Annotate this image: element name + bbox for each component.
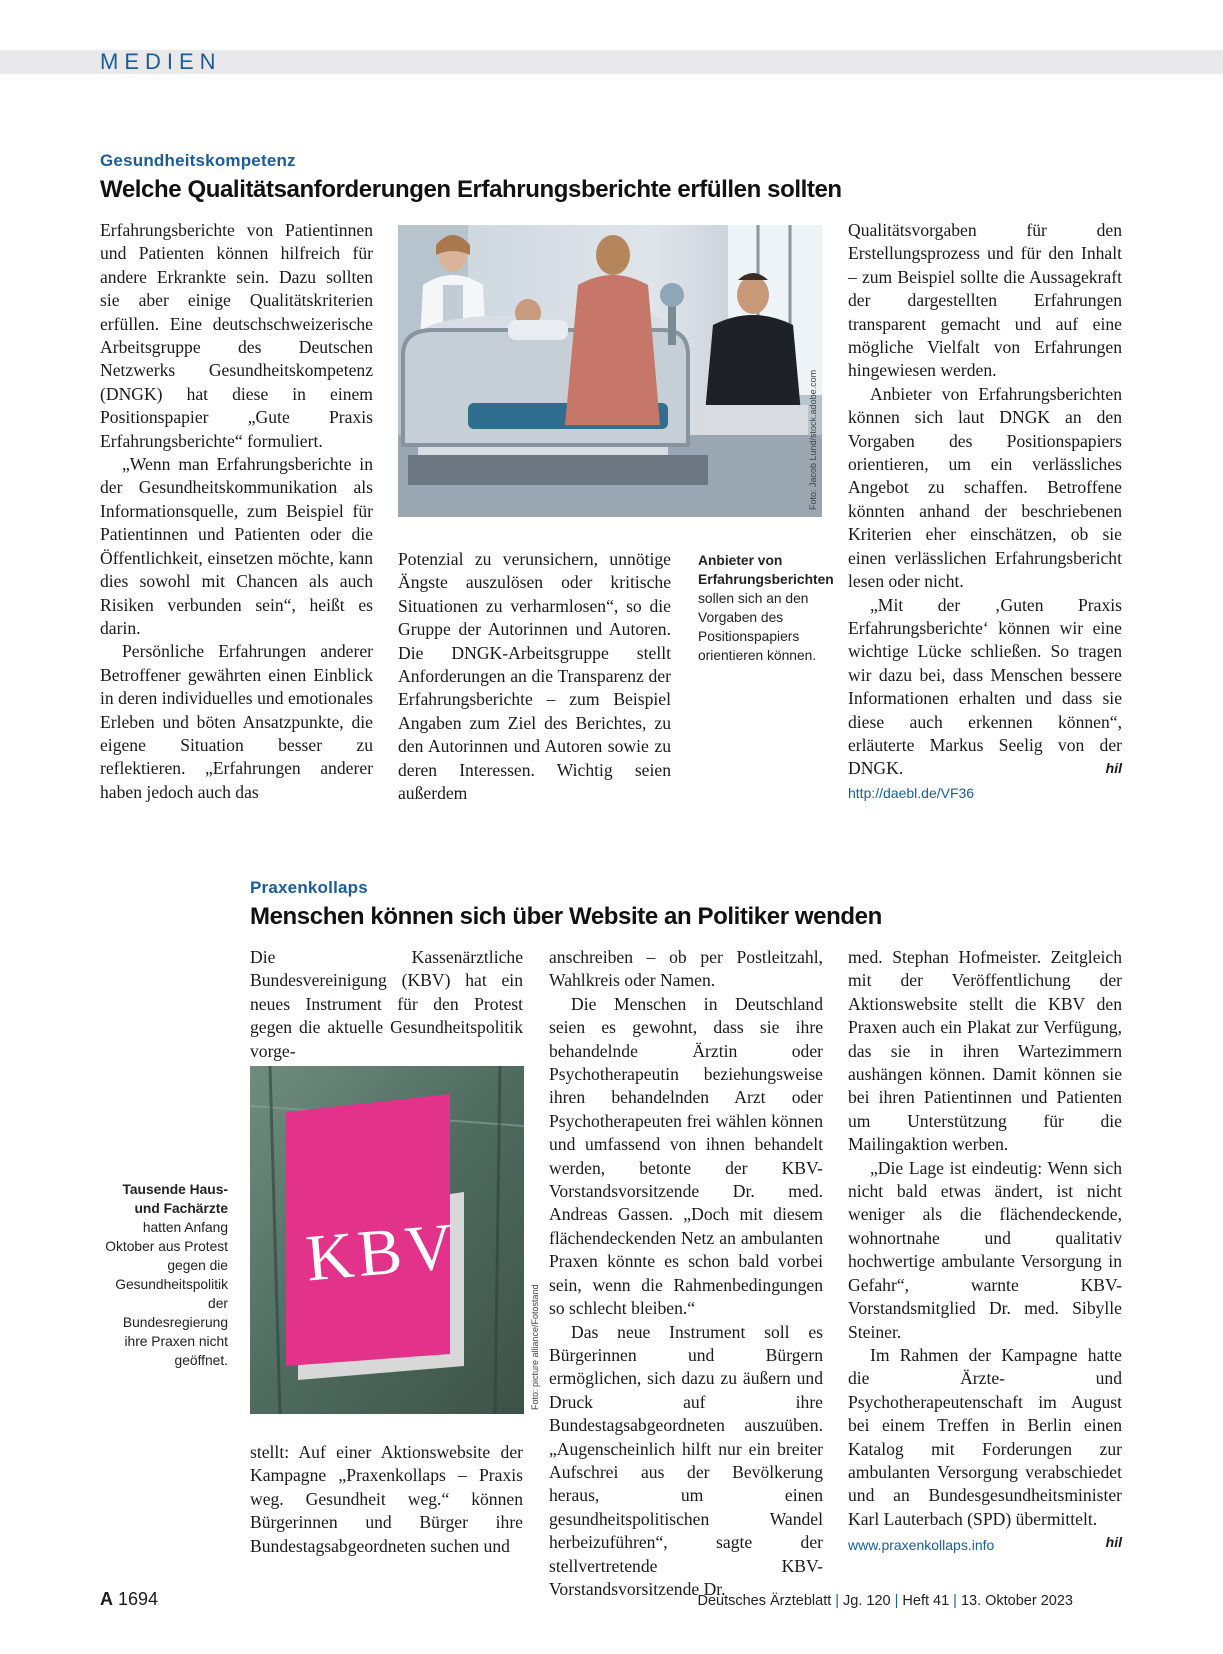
article1-kicker: Gesundheitskompetenz [100,151,296,170]
photo-credit: Foto: Jacob Lund/stock.adobe.com [808,369,818,510]
paragraph-text: Im Rahmen der Kampagne hatte die Ärzte- und Psychotherapeutenschaft im August bei einem Treffen in Berlin einen Katalog mit Forderungen zur ambulanten Versorgung verabschiedet und an Bundesgesundheitsminister Karl Lauterbach (SPD) übermittelt. [848,1344,1122,1529]
article2-column-2 [549,946,823,1601]
paragraph: Die Menschen in Deutschland seien es gewohnt, dass sie ihre behandelnde Ärztin oder Psychotherapeutin beziehungsweise ihren behandelnden Arzt oder Psychotherapeuten frei wählen können und umfassend von ihnen behandelt werden, betonte der KBV-Vorstandsvorsitzende Dr. med. Andreas Gassen. „Doch mit diesem flächendeckenden Netz an ambulanten Praxen könnte es schon bald vorbei sein, wenn die Rahmenbedingungen so schlecht bleiben.“ [549,993,823,1319]
article1-column-1 [100,219,373,804]
author-signature: hil [1105,1534,1122,1551]
separator: | [894,1593,899,1609]
paragraph: Anbieter von Erfahrungsberichten können sich laut DNGK an den Vorgaben des Positionspapiers orientieren, um ein verlässliches Angebot zu schaffen. Betroffene könnten anhand der beschriebenen Kriterien eher einschätzen, ob sie einen verlässlichen Erfahrungsbericht lesen oder nicht. [848,383,1122,592]
paragraph: Erfahrungsberichte von Patientinnen und Patienten können hilfreich für andere Erkrankte sein. Dazu sollten sie aber einige Qualitätskriterien erfüllen. Eine deutschschweizerische Arbeitsgruppe des Deutschen Netzwerks Gesundheitskompetenz (DNGK) hat diese in einem Positionspapier „Gute Praxis Erfahrungsberichte“ formuliert. [100,220,373,451]
article2-column-3 [848,946,1122,1555]
author-signature: hil [1105,760,1122,777]
journal-name: Deutsches Ärzteblatt [697,1593,832,1609]
article1-column-3 [848,219,1122,781]
journal-issue: Heft 41 [902,1593,950,1609]
article1-link[interactable]: http://daebl.de/VF36 [848,785,975,801]
photo-credit: Foto: picture alliance/Fotostand [530,1284,540,1410]
paragraph: Potenzial zu verunsichern, unnötige Ängste auszulösen oder kritische Situationen zu verharmlosen“, so die Gruppe der Autorinnen und Autoren. Die DNGK-Arbeitsgruppe stellt Anforderungen an die Transparenz der Erfahrungsberichte – zum Beispiel Angaben zum Ziel des Berichtes, zu den Autorinnen und Autoren sowie zu deren Interessen. Wichtig seien außerdem [398,549,671,804]
paragraph: stellt: Auf einer Aktionswebsite der Kampagne „Praxenkollaps – Praxis weg. Gesundheit weg.“ können Bürgerinnen und Bürger ihre Bundestagsabgeordneten suchen und [250,1442,523,1556]
article1-photo-caption [698,551,834,665]
paragraph: Die Kassenärztliche Bundesvereinigung (KBV) hat ein neues Instrument für den Protest gegen die aktuelle Gesundheitspolitik vorge- [250,947,523,1061]
page-number [100,1588,158,1610]
article2-column-1-bottom [250,1441,523,1558]
paragraph: anschreiben – ob per Postleitzahl, Wahlkreis oder Namen. [549,947,823,991]
article1-headline: Welche Qualitätsanforderungen Erfahrungsberichte erfüllen sollten [100,176,842,203]
article2-link[interactable]: www.praxenkollaps.info [848,1537,995,1553]
article2-headline: Menschen können sich über Website an Politiker wenden [250,903,882,930]
page-number-value: 1694 [118,1589,159,1609]
hospital-scene-illustration [398,225,822,517]
caption-bold: Tausende Haus- und Fachärzte [122,1182,228,1216]
page-prefix: A [100,1589,113,1609]
journal-info [697,1592,1073,1610]
section-label: MEDIEN [100,49,222,74]
separator: | [953,1593,957,1609]
separator: | [835,1593,840,1609]
caption-bold: Anbieter von Erfahrungsberichten [698,553,834,587]
article1-column-2 [398,548,671,805]
paragraph: „Wenn man Erfahrungsberichte in der Gesundheitskommunikation als Informationsquelle, zum Beispiel für Patientinnen und Patienten oder die Öffentlichkeit, einsetzen möchte, kann dies sowohl mit Chancen als auch Risiken verbunden sein“, heißt es darin. [100,454,373,638]
kbv-sign-photo [250,1066,524,1414]
article2-kicker: Praxenkollaps [250,878,368,897]
article2-column-1-top [250,946,523,1063]
caption-text: sollen sich an den Vorgaben des Positionspapiers orientieren können. [698,591,817,663]
caption-text: hatten Anfang Oktober aus Protest gegen die Gesundheitspolitik der Bundesregierung ihre Praxen nicht geöffnet. [105,1220,228,1368]
paragraph: „Die Lage ist eindeutig: Wenn sich nicht bald etwas ändert, ist nicht weniger als die flächendeckende, wohnortnahe und qualitativ hochwertige ambulante Versorgung in Gefahr“, warnte KBV-Vorstandsmitglied Dr. med. Sibylle Steiner. [848,1157,1122,1342]
paragraph: Das neue Instrument soll es Bürgerinnen und Bürgern ermöglichen, sich dazu zu äußern und Druck auf ihre Bundestagsabgeordneten auszuüben. „Augenscheinlich hilft nur ein breiter Aufschrei aus der Bevölkerung heraus, um einen gesundheitspolitischen Wandel herbeizuführen“, sagte der stellvertretende KBV-Vorstandsvorsitzende Dr. [549,1321,823,1599]
article2-photo-caption [100,1180,228,1370]
paragraph-text: „Mit der ‚Guten Praxis Erfahrungsberichte‘ können wir eine wichtige Lücke schließen. So tragen wir dazu bei, dass Menschen bessere Informationen erhalten und dass sie diese auch erkennen können“, erläuterte Markus Seelig von der DNGK. [848,594,1122,779]
paragraph [848,594,1122,781]
hospital-photo [398,225,822,517]
journal-volume: Jg. 120 [843,1593,891,1609]
paragraph: Persönliche Erfahrungen anderer Betroffener gewährten einen Einblick in deren individuelles und emotionales Erleben und böten Ansatzpunkte, die eigene Situation besser zu reflektieren. „Erfahrungen anderer haben jedoch auch das [100,641,373,802]
journal-date: 13. Oktober 2023 [960,1593,1073,1609]
kbv-logo-text: KBV [303,1209,461,1296]
paragraph: med. Stephan Hofmeister. Zeitgleich mit der Veröffentlichung der Aktionswebsite stellt die KBV den Praxen auch ein Plakat zur Verfügung, das sie in ihren Wartezimmern aushängen können. Damit können sie bei ihren Patientinnen und Patienten um Unterstützung für die Mailingaktion werben. [848,947,1122,1155]
paragraph: Qualitätsvorgaben für den Erstellungsprozess und für den Inhalt – zum Beispiel sollte die Aussagekraft der dargestellten Erfahrungen transparent gemacht und auf eine mögliche Vielfalt von Erfahrungen hingewiesen werden. [848,220,1122,381]
